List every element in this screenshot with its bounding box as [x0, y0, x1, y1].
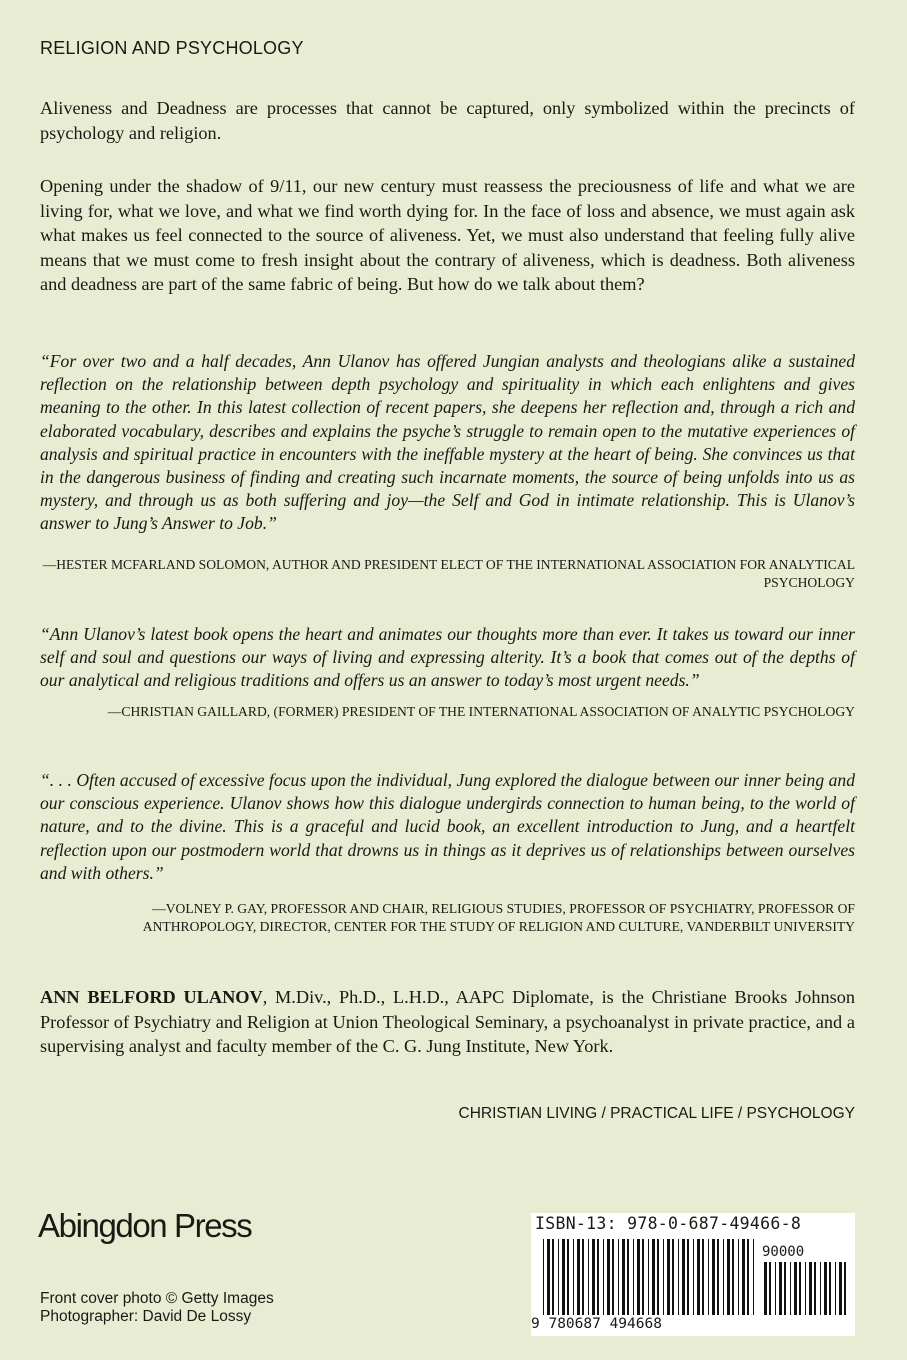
barcode-bar	[702, 1239, 704, 1315]
price-barcode-bar	[784, 1262, 786, 1315]
price-barcode-bar	[824, 1262, 827, 1315]
endorsement-attribution-3: —VOLNEY P. GAY, PROFESSOR AND CHAIR, RELIGIOUS STUDIES, PROFESSOR OF PSYCHIATRY, PROFESSOR OF ANTHROPOLOGY, DIRECTOR, CENTER FOR THE STUDY OF RELIGION AND CULTURE, VANDERBILT UNIVERSITY	[142, 901, 855, 934]
barcode-bar	[633, 1239, 634, 1315]
back-cover	[40, 0, 855, 1360]
author-name: ANN BELFORD ULANOV	[40, 987, 263, 1007]
barcode-bar	[558, 1239, 559, 1315]
barcode-bar	[622, 1239, 625, 1315]
barcode-bar	[753, 1239, 754, 1315]
barcode-bar	[693, 1239, 694, 1315]
barcode-bar	[657, 1239, 659, 1315]
barcode-bar	[687, 1239, 689, 1315]
barcode-bar	[727, 1239, 730, 1315]
barcode-bar	[637, 1239, 640, 1315]
price-barcode-bar	[764, 1262, 767, 1315]
endorsement-attribution-2: —CHRISTIAN GAILLARD, (FORMER) PRESIDENT OF THE INTERNATIONAL ASSOCIATION OF ANALYTIC PSYCHOLOGY	[107, 704, 855, 719]
intro-paragraph: Aliveness and Deadness are processes that cannot be captured, only symbolized within the precincts of psychology and religion.	[40, 98, 855, 143]
barcode-bar	[747, 1239, 749, 1315]
subject-categories: CHRISTIAN LIVING / PRACTICAL LIFE / PSYCHOLOGY	[458, 1105, 855, 1122]
barcode-bar	[603, 1239, 604, 1315]
barcode-bar	[667, 1239, 670, 1315]
barcode-bar	[642, 1239, 644, 1315]
photographer-credit: Photographer: David De Lossy	[40, 1308, 252, 1325]
price-barcode-bar	[809, 1262, 812, 1315]
barcode-bar	[697, 1239, 700, 1315]
price-barcode-bar	[799, 1262, 801, 1315]
endorsement-quote-1: “For over two and a half decades, Ann Ulanov has offered Jungian analysts and theologians alike a sustained reflection on the relationship between depth psychology and spirituality in which each enlightens and gives meaning to the other. In this latest collection of recent papers, she deepens her reflection and, through a rich and elaborated vocabulary, describes and explains the psyche’s struggle to remain open to the mutative experiences of analysis and spiritual practice in encounters with the ineffable mystery at the heart of being. She convinces us that in the dangerous business of finding and creating such incarnate moments, the source of being unfolds into us as mystery, and through us as both suffering and joy—the Self and God in intimate relationship. This is Ulanov’s answer to Jung’s Answer to Job.”	[40, 351, 855, 534]
barcode-bar	[717, 1239, 719, 1315]
barcode-bar	[627, 1239, 629, 1315]
barcode-bar	[612, 1239, 614, 1315]
barcode-bar	[592, 1239, 595, 1315]
barcode-bar	[577, 1239, 580, 1315]
price-barcode-bar	[829, 1262, 831, 1315]
endorsement-quote-2: “Ann Ulanov’s latest book opens the heart and animates our thoughts more than ever. It takes us toward our inner self and soul and questions our ways of living and expressing alterity. It’s a book that comes out of the depths of our analytical and religious traditions and offers us an answer to today’s most urgent needs.”	[40, 624, 855, 691]
barcode-bar	[682, 1239, 685, 1315]
barcode-bar	[597, 1239, 599, 1315]
barcode-bar	[588, 1239, 589, 1315]
barcode-bar	[663, 1239, 664, 1315]
price-code: 90000	[762, 1244, 805, 1260]
barcode-bar	[712, 1239, 715, 1315]
price-barcode-bar	[775, 1262, 776, 1315]
barcode-bar	[607, 1239, 610, 1315]
price-barcode-bar	[779, 1262, 782, 1315]
price-barcode-bar	[814, 1262, 816, 1315]
price-barcode-bar	[820, 1262, 821, 1315]
barcode-bar	[742, 1239, 745, 1315]
endorsement-attribution-1: —HESTER MCFARLAND SOLOMON, AUTHOR AND PRESIDENT ELECT OF THE INTERNATIONAL ASSOCIATION FOR ANALYTICAL PSYCHOLOGY	[42, 557, 855, 590]
barcode-bar	[618, 1239, 619, 1315]
price-barcode-bar	[805, 1262, 806, 1315]
price-barcode-bar	[835, 1262, 836, 1315]
isbn-label: ISBN-13: 978-0-687-49466-8	[535, 1214, 802, 1233]
description-paragraph: Opening under the shadow of 9/11, our new century must reassess the preciousness of life and what we are living for, what we love, and what we find worth dying for. In the face of loss and absence, we must again ask what makes us feel connected to the source of aliveness. Yet, we must also understand that feeling fully alive means that we must come to fresh insight about the contrary of aliveness, which is deadness. Both aliveness and deadness are part of the same fabric of being. But how do we talk about them?	[40, 176, 855, 294]
barcode-bar	[573, 1239, 574, 1315]
barcode-bar	[723, 1239, 724, 1315]
barcode-bar	[672, 1239, 674, 1315]
price-barcode-bar	[794, 1262, 797, 1315]
barcode-bar	[652, 1239, 655, 1315]
cover-photo-credit: Front cover photo © Getty Images	[40, 1290, 274, 1307]
barcode-bar	[547, 1239, 550, 1315]
barcode-bar	[582, 1239, 584, 1315]
endorsement-quote-3: “. . . Often accused of excessive focus upon the individual, Jung explored the dialogue between our inner being and our conscious experience. Ulanov shows how this dialogue undergirds connection to human being, to the world of nature, and to the divine. This is a graceful and lucid book, an excellent introduction to Jung, and a heartfelt reflection upon our postmodern world that drowns us in things as it deprives us of relationships between ourselves and with others.”	[40, 770, 855, 883]
barcode-bar	[732, 1239, 734, 1315]
barcode-panel	[531, 1213, 855, 1336]
price-barcode-bar	[844, 1262, 846, 1315]
photo-credits	[40, 1290, 274, 1326]
barcode-bar	[738, 1239, 739, 1315]
category-heading: RELIGION AND PSYCHOLOGY	[40, 38, 304, 58]
barcode-bar	[543, 1239, 544, 1315]
barcode-bar	[567, 1239, 569, 1315]
barcode-bar	[708, 1239, 709, 1315]
barcode-bar	[648, 1239, 649, 1315]
price-barcode-bar	[839, 1262, 842, 1315]
author-bio-text: , M.Div., Ph.D., L.H.D., AAPC Diplomate, is the Christiane Brooks Johnson Professor of Psychiatry and Religion at Union Theological Seminary, a psychoanalyst in private practice, and a supervising analyst and faculty member of the C. G. Jung Institute, New York.	[40, 987, 856, 1056]
barcode-digits: 9 780687 494668	[531, 1316, 662, 1332]
barcode-bar	[678, 1239, 679, 1315]
author-bio	[40, 985, 855, 1059]
price-barcode-bar	[769, 1262, 771, 1315]
barcode-bar	[552, 1239, 554, 1315]
price-barcode-bar	[790, 1262, 791, 1315]
publisher-logo: Abingdon Press	[38, 1207, 252, 1244]
barcode-bar	[562, 1239, 565, 1315]
